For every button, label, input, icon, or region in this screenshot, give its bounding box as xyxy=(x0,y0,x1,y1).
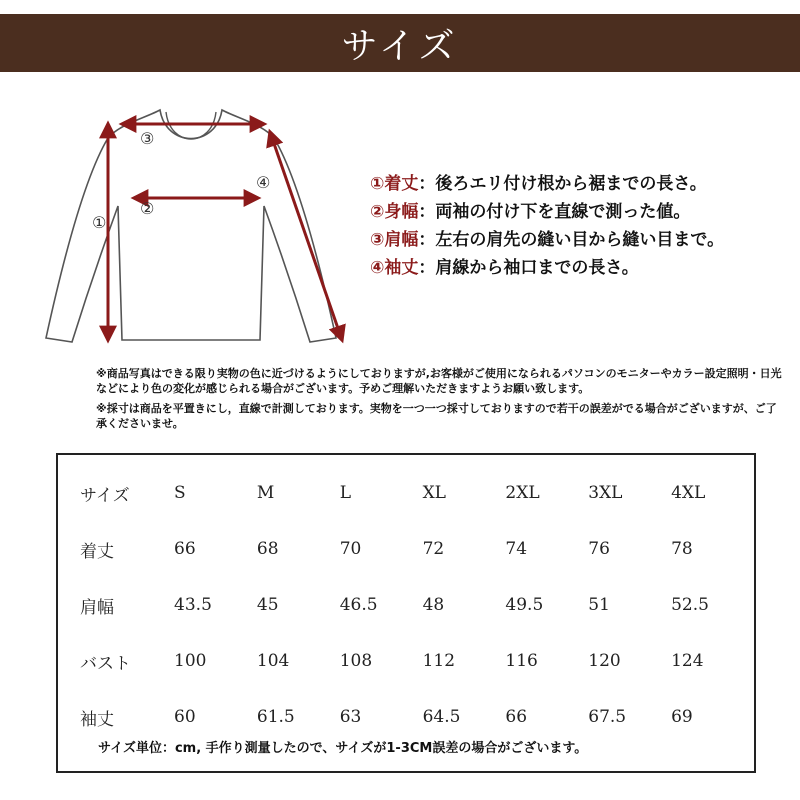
table-cell: 120 xyxy=(588,651,621,671)
table-row xyxy=(80,633,754,689)
shirt-diagram xyxy=(20,88,360,358)
table-cell: 104 xyxy=(256,651,290,671)
table-cell: 72 xyxy=(422,539,445,559)
table-cell: 60 xyxy=(174,707,196,727)
legend-key: ④袖丈 xyxy=(370,258,419,278)
marker-1: ① xyxy=(92,213,107,232)
header-label: サイズ xyxy=(80,485,130,506)
legend-text: ：左右の肩先の縫い目から縫い目まで。 xyxy=(418,230,725,250)
marker-4: ④ xyxy=(256,173,271,192)
table-cell: 66 xyxy=(174,539,196,559)
table-cell: 46.5 xyxy=(339,595,378,615)
row-label: 着丈 xyxy=(80,541,114,562)
table-cell: 69 xyxy=(671,707,693,727)
shirt-outline xyxy=(46,110,336,342)
table-cell: 108 xyxy=(339,651,373,671)
table-cell: 43.5 xyxy=(174,595,212,615)
row-label: バスト xyxy=(80,653,131,674)
legend-key: ①着丈 xyxy=(370,174,419,194)
size-table xyxy=(80,465,754,745)
size-header: 3XL xyxy=(588,483,623,503)
table-cell: 124 xyxy=(671,651,704,671)
table-cell: 78 xyxy=(671,539,693,559)
table-cell: 66 xyxy=(505,707,528,727)
size-table-box xyxy=(56,453,756,773)
table-cell: 100 xyxy=(174,651,207,671)
table-cell: 74 xyxy=(505,539,528,559)
table-cell: 116 xyxy=(505,651,538,671)
legend-text: ：後ろエリ付け根から裾までの長さ。 xyxy=(418,174,707,194)
size-footnote: サイズ単位：cm, 手作り測量したので、サイズが1-3CM誤差の場合がございます。 xyxy=(98,741,588,756)
legend-key: ②身幅 xyxy=(370,202,419,222)
table-cell: 70 xyxy=(339,539,362,559)
size-header: 2XL xyxy=(505,483,540,503)
measurement-legend xyxy=(370,170,790,282)
legend-key: ③肩幅 xyxy=(370,230,419,250)
color-note: ※商品写真はできる限り実物の色に近づけるようにしておりますが,お客様がご使用になられるパソコンのモニターやカラー設定照明・日光などにより色の変化が感じられる場合がございます。予めご理解いただきますようお願い致します。 xyxy=(96,367,782,395)
table-row xyxy=(80,577,754,633)
table-cell: 76 xyxy=(588,539,610,559)
size-header: 4XL xyxy=(671,483,706,503)
size-header: S xyxy=(174,483,186,503)
table-cell: 45 xyxy=(256,595,279,615)
table-cell: 64.5 xyxy=(422,707,461,727)
notes xyxy=(96,366,786,436)
table-cell: 52.5 xyxy=(671,595,709,615)
table-header-row xyxy=(80,465,754,521)
sleeve-arrow xyxy=(270,132,342,340)
size-header: L xyxy=(339,483,352,503)
legend-text: ：両袖の付け下を直線で測った値。 xyxy=(418,202,691,222)
size-header: XL xyxy=(422,483,446,503)
row-label: 肩幅 xyxy=(80,597,114,618)
table-cell: 67.5 xyxy=(588,707,627,727)
table-cell: 61.5 xyxy=(256,707,295,727)
table-cell: 112 xyxy=(422,651,456,671)
table-cell: 51 xyxy=(588,595,610,615)
page-title: サイズ xyxy=(341,25,459,67)
marker-2: ② xyxy=(140,199,155,218)
table-row xyxy=(80,521,754,577)
title-banner xyxy=(0,14,800,72)
size-header: M xyxy=(256,483,275,503)
row-label: 袖丈 xyxy=(80,709,114,730)
table-cell: 49.5 xyxy=(505,595,544,615)
legend-text: ：肩線から袖口までの長さ。 xyxy=(418,258,639,278)
legend-item xyxy=(370,226,790,254)
table-cell: 63 xyxy=(339,707,362,727)
legend-item xyxy=(370,254,790,282)
measure-note: ※採寸は商品を平置きにし，直線で計測しております。実物を一つ一つ採寸しておりますので若干の誤差がでる場合がございますが、ご了承くださいませ。 xyxy=(96,402,777,430)
table-cell: 48 xyxy=(422,595,445,615)
legend-item xyxy=(370,198,790,226)
marker-3: ③ xyxy=(140,129,155,148)
table-cell: 68 xyxy=(256,539,279,559)
legend-item xyxy=(370,170,790,198)
